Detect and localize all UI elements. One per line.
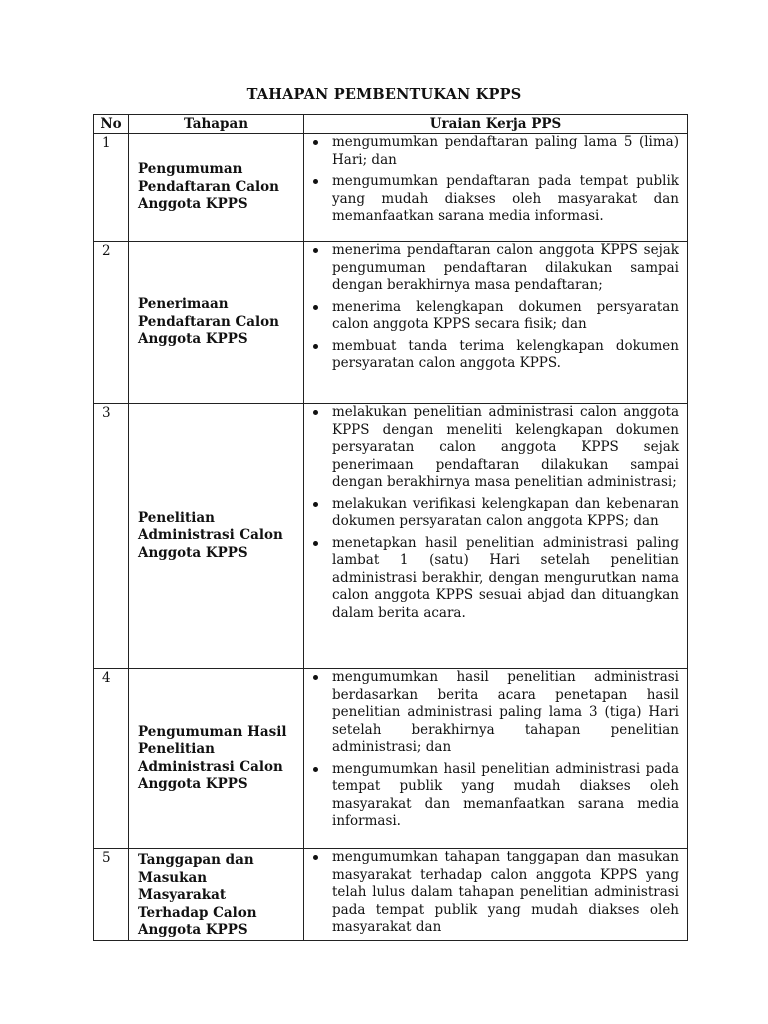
row-number: 4	[94, 669, 129, 849]
header-no: No	[94, 115, 129, 134]
row-number: 1	[94, 134, 129, 242]
work-description	[304, 134, 688, 242]
bullet-icon	[313, 502, 318, 507]
work-item-text: melakukan penelitian administrasi calon anggota KPPS dengan meneliti kelengkapan dokumen persyaratan calon anggota KPPS sejak penerimaan pendaftaran dilakukan sampai dengan berakhirnya masa penelitian administrasi;	[332, 404, 679, 490]
list-item	[308, 496, 679, 531]
work-item-text: mengumumkan pendaftaran paling lama 5 (lima) Hari; dan	[332, 134, 679, 168]
list-item	[308, 338, 679, 373]
header-uraian: Uraian Kerja PPS	[304, 115, 688, 134]
work-description	[304, 849, 688, 941]
row-number: 2	[94, 242, 129, 404]
list-item	[308, 669, 679, 757]
bullet-icon	[313, 410, 318, 415]
table-row	[94, 404, 688, 669]
work-item-text: membuat tanda terima kelengkapan dokumen persyaratan calon anggota KPPS.	[332, 337, 679, 371]
stage-name: Pengumuman Hasil Penelitian Administrasi Calon Anggota KPPS	[129, 669, 304, 849]
work-item-list	[308, 669, 679, 831]
bullet-icon	[313, 344, 318, 349]
work-item-text: menerima pendaftaran calon anggota KPPS sejak pengumuman pendaftaran dilakukan sampai dengan berakhirnya masa pendaftaran;	[332, 242, 679, 293]
list-item	[308, 134, 679, 169]
bullet-icon	[313, 179, 318, 184]
list-item	[308, 299, 679, 334]
work-item-list	[308, 134, 679, 226]
bullet-icon	[313, 675, 318, 680]
row-number: 3	[94, 404, 129, 669]
list-item	[308, 849, 679, 935]
bullet-icon	[313, 767, 318, 772]
table-row	[94, 242, 688, 404]
work-item-text: menerima kelengkapan dokumen persyaratan calon anggota KPPS secara fisik; dan	[332, 298, 679, 332]
list-item	[308, 761, 679, 831]
table-row	[94, 849, 688, 941]
work-item-text: mengumumkan tahapan tanggapan dan masukan masyarakat terhadap calon anggota KPPS yang telah lulus dalam tahapan penelitian administrasi pada tempat publik yang mudah diakses oleh masyarakat dan	[332, 849, 679, 935]
bullet-icon	[313, 248, 318, 253]
work-item-text: mengumumkan pendaftaran pada tempat publik yang mudah diakses oleh masyarakat dan memanfaatkan sarana media informasi.	[332, 173, 679, 224]
work-item-text: mengumumkan hasil penelitian administrasi pada tempat publik yang mudah diakses oleh masyarakat dan memanfaatkan sarana media informasi.	[332, 760, 679, 829]
work-item-text: melakukan verifikasi kelengkapan dan kebenaran dokumen persyaratan calon anggota KPPS; dan	[332, 495, 679, 529]
work-item-list	[308, 404, 679, 622]
table-header-row	[94, 115, 688, 134]
stage-name: Penerimaan Pendaftaran Calon Anggota KPPS	[129, 242, 304, 404]
stage-name: Penelitian Administrasi Calon Anggota KPPS	[129, 404, 304, 669]
bullet-icon	[313, 541, 318, 546]
table-row	[94, 134, 688, 242]
work-item-list	[308, 242, 679, 373]
work-item-text: menetapkan hasil penelitian administrasi paling lambat 1 (satu) Hari setelah penelitian administrasi berakhir, dengan mengurutkan nama calon anggota KPPS sesuai abjad dan dituangkan dalam berita acara.	[332, 534, 679, 621]
clipped-content	[308, 849, 679, 935]
work-item-text: mengumumkan hasil penelitian administrasi berdasarkan berita acara penetapan hasil penelitian administrasi paling lama 3 (tiga) Hari setelah berakhirnya tahapan penelitian administrasi; dan	[332, 669, 679, 755]
page-title: TAHAPAN PEMBENTUKAN KPPS	[246, 86, 522, 103]
table-row	[94, 669, 688, 849]
work-item-list	[308, 849, 679, 935]
row-number: 5	[94, 849, 129, 941]
bullet-icon	[313, 855, 318, 860]
header-tahapan: Tahapan	[129, 115, 304, 134]
bullet-icon	[313, 140, 318, 145]
work-description	[304, 669, 688, 849]
list-item	[308, 173, 679, 226]
work-description	[304, 404, 688, 669]
list-item	[308, 242, 679, 295]
stage-name: Tanggapan dan Masukan Masyarakat Terhadap Calon Anggota KPPS	[129, 849, 304, 941]
work-description	[304, 242, 688, 404]
kpps-stages-table	[93, 114, 688, 941]
bullet-icon	[313, 305, 318, 310]
stage-name: Pengumuman Pendaftaran Calon Anggota KPPS	[129, 134, 304, 242]
list-item	[308, 535, 679, 623]
list-item	[308, 404, 679, 492]
